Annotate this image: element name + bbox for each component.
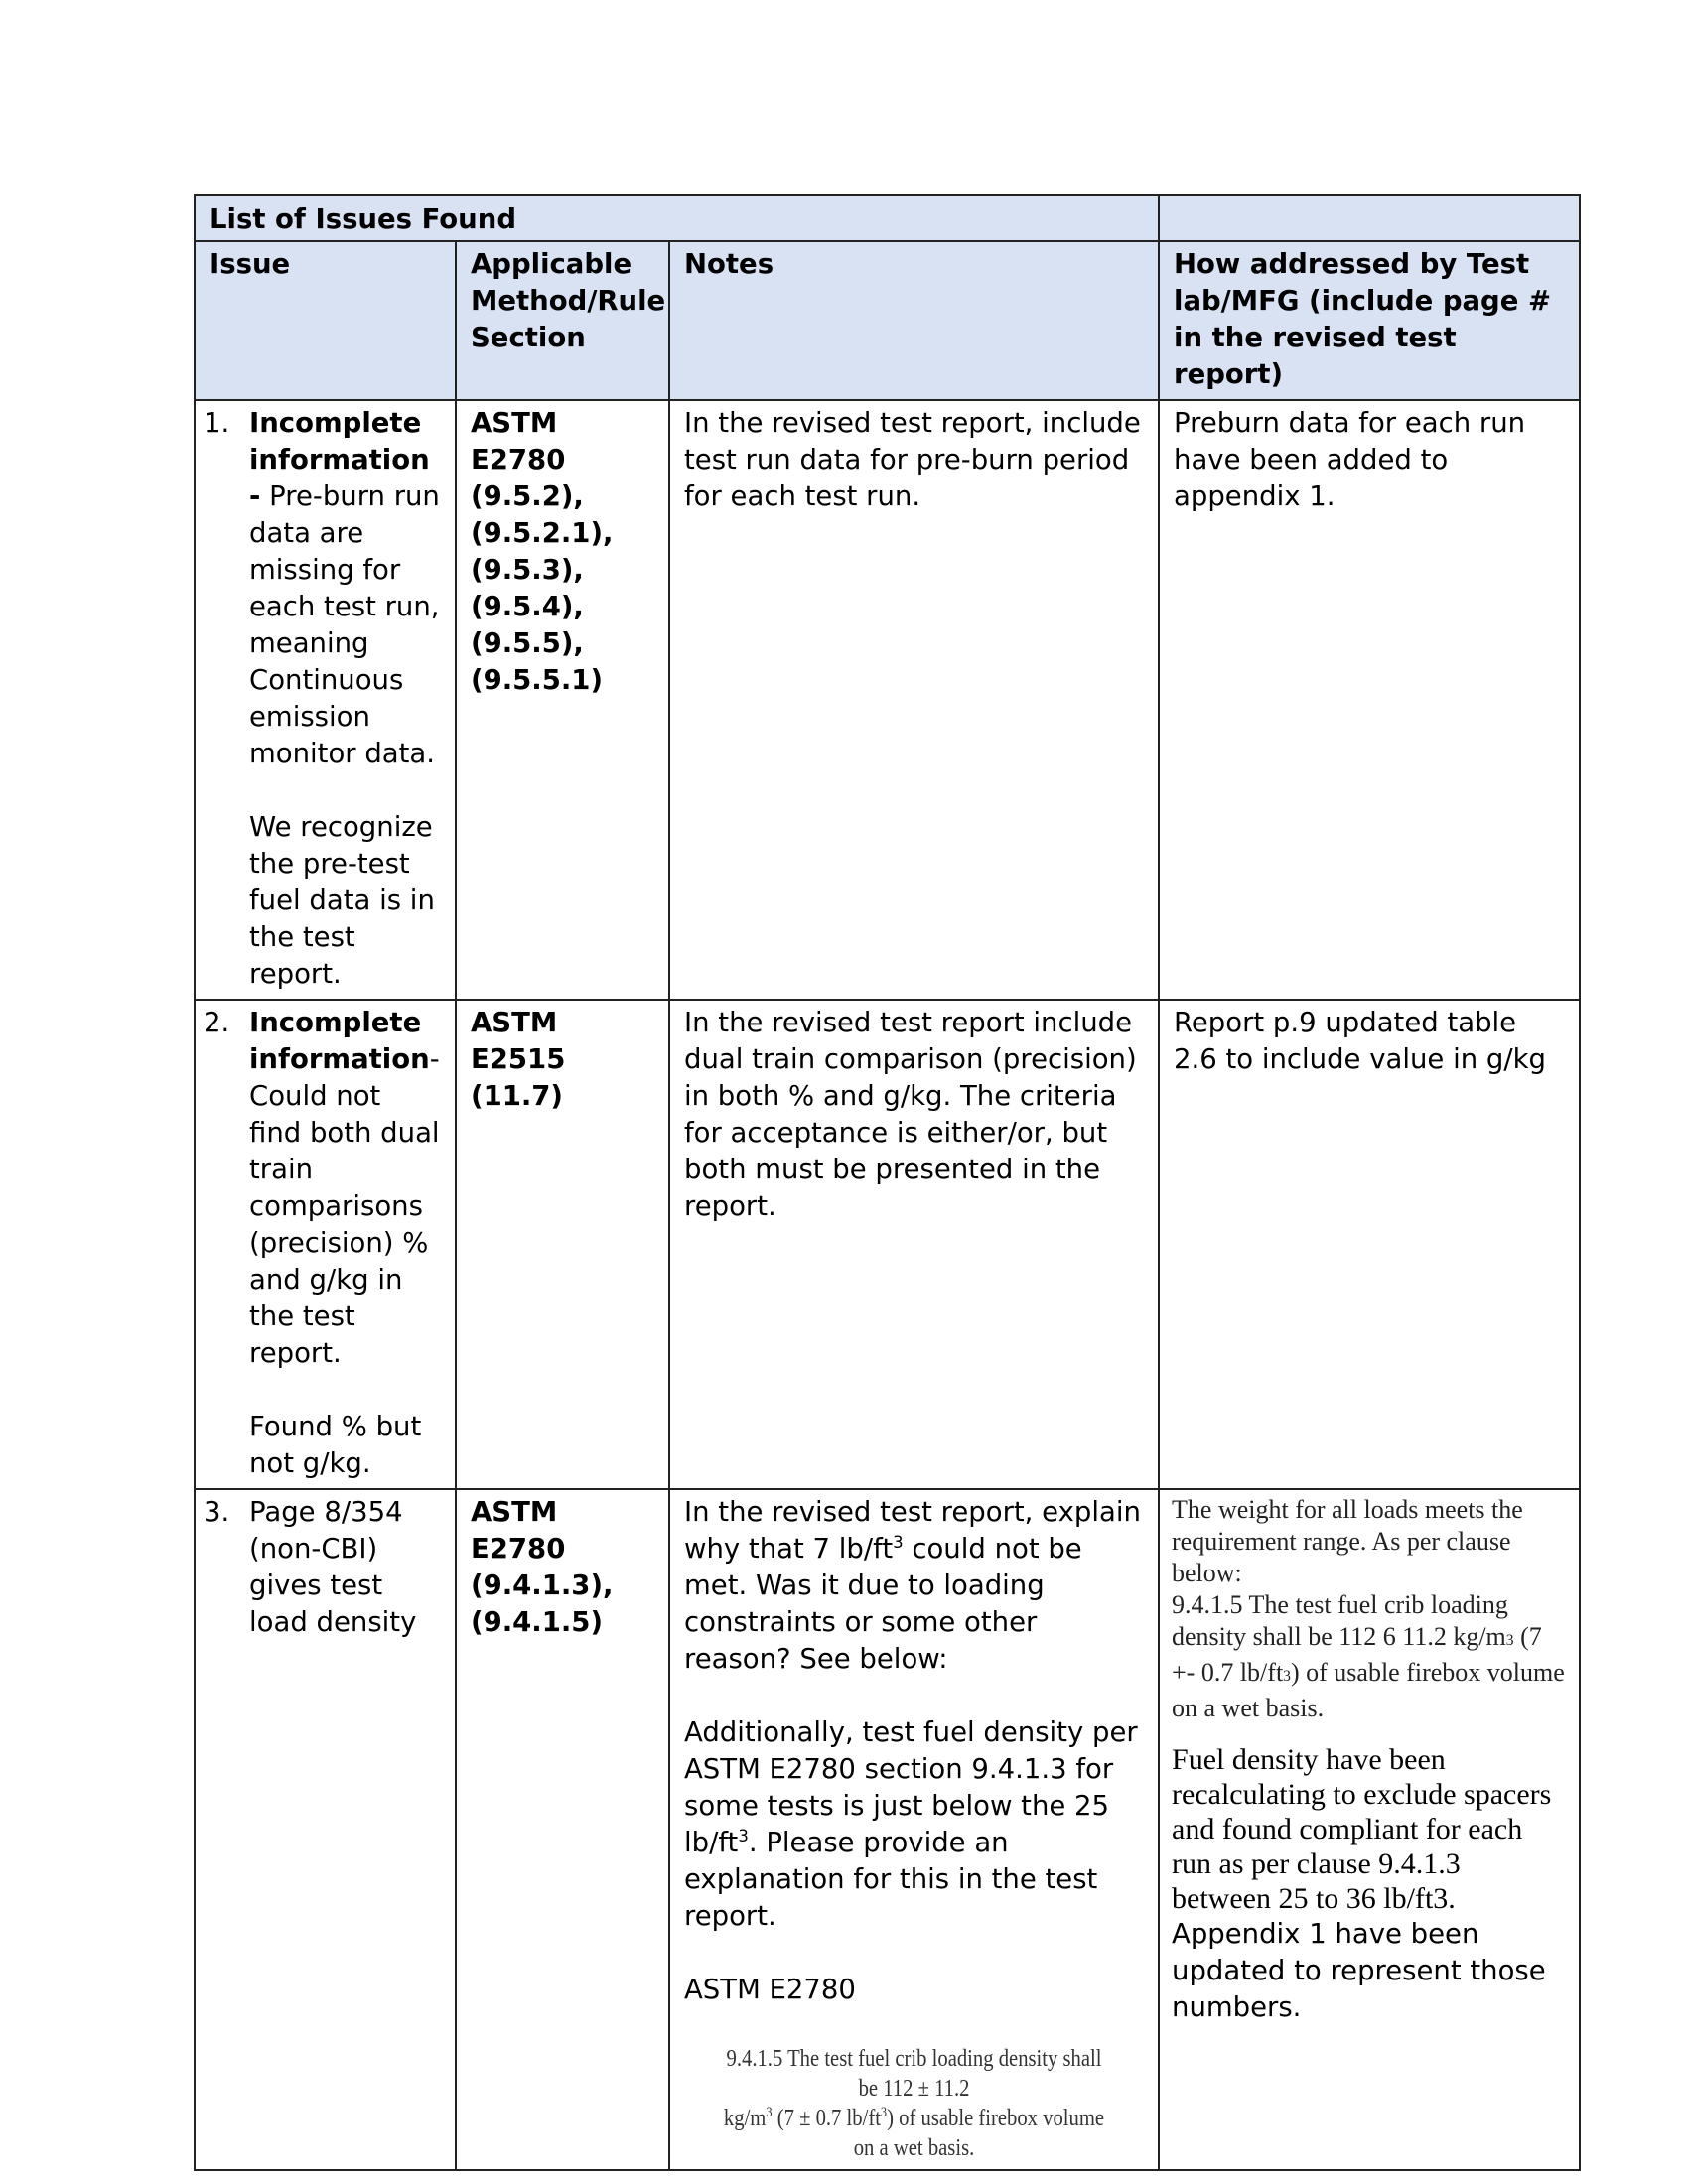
table-title-empty-cell xyxy=(1159,195,1580,241)
rule-cell: ASTM E2515 (11.7) xyxy=(456,1000,669,1489)
issue-title: Incomplete information xyxy=(249,1007,430,1075)
issue-extra-note: Found % but not g/kg. xyxy=(249,1411,422,1479)
issue-extra-note: We recognize the pre-test fuel data is in the test report. xyxy=(249,811,435,990)
issue-description: Pre-burn run data are missing for each test run, meaning Continuous emission monitor data. xyxy=(249,480,440,769)
rule-cell: ASTM E2780 (9.4.1.3), (9.4.1.5) xyxy=(456,1489,669,2170)
issue-number: 3. xyxy=(204,1496,230,1528)
issue-description: Could not find both dual train comparisons (precision) % and g/kg in the test report. xyxy=(249,1080,440,1369)
notes-cell: In the revised test report, include test run data for pre-burn period for each test run. xyxy=(669,400,1159,1000)
notes-cell xyxy=(669,1489,1159,2170)
notes-cell: In the revised test report include dual train comparison (precision) in both % and g/kg. The criteria for acceptance is either/or, but both must be presented in the report. xyxy=(669,1000,1159,1489)
addressed-cell: Report p.9 updated table 2.6 to include value in g/kg xyxy=(1159,1000,1580,1489)
issue-description: Page 8/354 (non-CBI) gives test load density xyxy=(249,1496,417,1638)
notes-paragraph-density: Additionally, test fuel density per ASTM E2780 section 9.4.1.3 for some tests is just below the 25 $lb/ft^3$. Please provide an explanation for this in the test report. xyxy=(684,1716,1138,1932)
rule-cell: ASTM E2780 (9.5.2), (9.5.2.1), (9.5.3), (9.5.4), (9.5.5), (9.5.5.1) xyxy=(456,400,669,1000)
addressed-paragraph-clause: 9.4.1.5 The test fuel crib loading density shall be 112 6 11.2 kg/m3 (7 +- 0.7 lb/ft3) of usable firebox volume on a wet basis. xyxy=(1172,1590,1565,1722)
table-row xyxy=(195,1000,1580,1489)
addressed-cell xyxy=(1159,1489,1580,2170)
issue-number: 2. xyxy=(204,1007,230,1038)
addressed-cell: Preburn data for each run have been added to appendix 1. xyxy=(1159,400,1580,1000)
issue-title-dash: - xyxy=(429,1043,440,1075)
header-addressed: How addressed by Test lab/MFG (include page # in the revised test report) xyxy=(1159,241,1580,400)
issue-cell xyxy=(195,1000,456,1489)
header-notes: Notes xyxy=(669,241,1159,400)
issue-title: Incomplete information - xyxy=(249,407,430,512)
issue-number: 1. xyxy=(204,407,230,439)
table-title: List of Issues Found xyxy=(195,195,1159,241)
addressed-paragraph-density: Fuel density have been recalculating to exclude spacers and found compliant for each run as per clause 9.4.1.3 between 25 to 36 lb/ft3. xyxy=(1172,1743,1552,1915)
table-row xyxy=(195,400,1580,1000)
addressed-paragraph-weight: The weight for all loads meets the requirement range. As per clause below: xyxy=(1172,1495,1523,1587)
table-title-row xyxy=(195,195,1580,241)
issue-cell xyxy=(195,1489,456,2170)
table-row xyxy=(195,1489,1580,2170)
notes-paragraph-explain: In the revised test report, explain why that 7 $lb/ft^3$ could not be met. Was it due to loading constraints or some other reason? See below: xyxy=(684,1496,1141,1675)
issue-cell xyxy=(195,400,456,1000)
header-rule: Applicable Method/Rule Section xyxy=(456,241,669,400)
table-header-row xyxy=(195,241,1580,400)
addressed-paragraph-appendix: Appendix 1 have been updated to represent those numbers. xyxy=(1172,1918,1546,2023)
issues-table xyxy=(194,194,1581,2171)
header-issue: Issue xyxy=(195,241,456,400)
standard-excerpt-image: 9.4.1.5 The test fuel crib loading density shall be 112 ± 11.2 $kg/m^3$ (7 ± 0.7 $lb/ft^3$) of usable firebox volume on a wet basis. xyxy=(723,2046,1105,2161)
notes-paragraph-reference: ASTM E2780 xyxy=(684,1974,856,2005)
